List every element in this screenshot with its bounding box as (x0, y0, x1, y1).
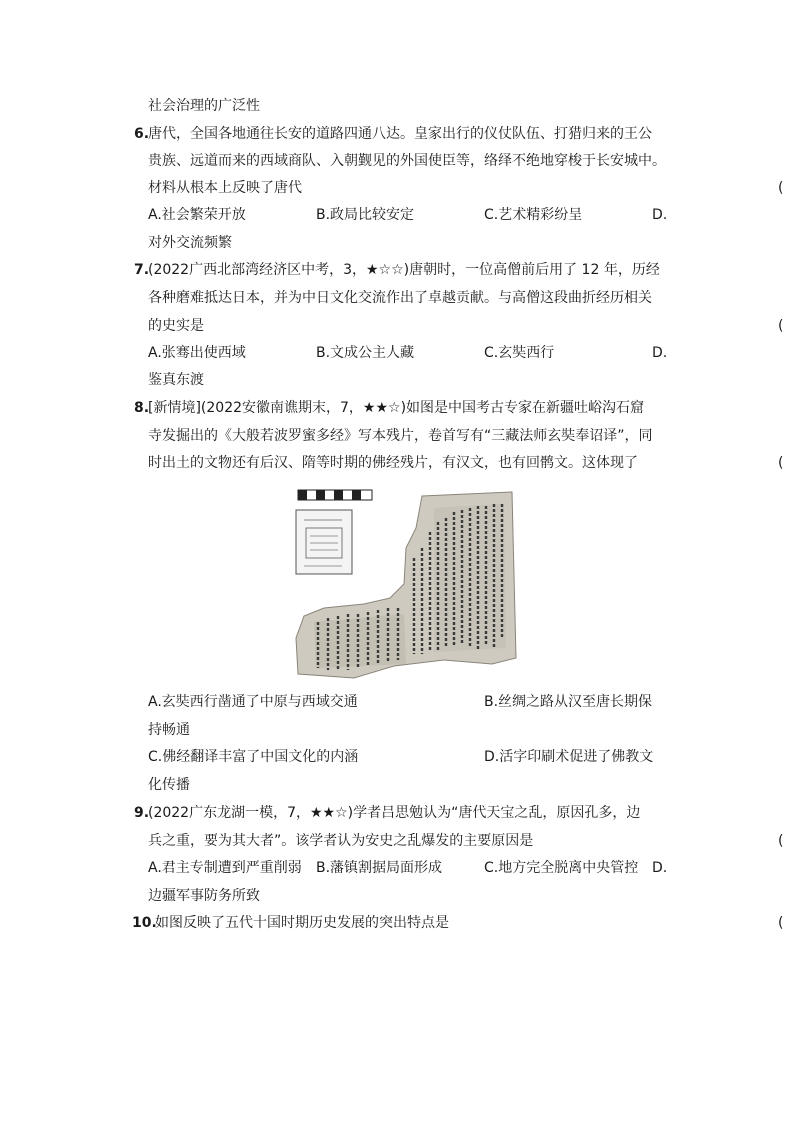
question-number: 8. (134, 400, 150, 416)
option-a: A.玄奘西行凿通了中原与西域交通 (148, 694, 358, 710)
answer-bracket: ( (778, 318, 784, 334)
option-a: A.张骞出使西域 (148, 345, 246, 361)
option-d-text: 边疆军事防务所致 (148, 888, 260, 904)
question-text: [新情境](2022安徽南谯期末，7，★★☆)如图是中国考古专家在新疆吐峪沟石窟 (148, 400, 645, 416)
option-b: B.丝绸之路从汉至唐长期保 (484, 694, 653, 710)
option-d-text: 鉴真东渡 (148, 372, 204, 388)
question-text: 如图反映了五代十国时期历史发展的突出特点是 (155, 915, 449, 931)
question-text: 兵之重，要为其大者”。该学者认为安史之乱爆发的主要原因是 (148, 833, 534, 849)
question-number: 10. (132, 915, 157, 931)
option-d: D. (652, 860, 668, 876)
question-text: 寺发掘出的《大般若波罗蜜多经》写本残片，卷首写有“三藏法师玄奘奉诏译”，同 (148, 428, 653, 444)
answer-bracket: ( (778, 455, 784, 471)
option-c: C.地方完全脱离中央管控 (484, 860, 639, 876)
previous-option-continuation: 社会治理的广泛性 (148, 98, 260, 114)
question-text: 贵族、远道而来的西域商队、入朝觐见的外国使臣等，络绎不绝地穿梭于长安城中。 (148, 153, 666, 169)
option-b: B.政局比较安定 (316, 207, 415, 223)
question-text: 唐代，全国各地通往长安的道路四通八达。皇家出行的仪仗队伍、打猎归来的王公 (148, 126, 652, 142)
question-text: 的史实是 (148, 318, 204, 334)
option-b: B.藩镇割据局面形成 (316, 860, 443, 876)
option-d: D. (652, 207, 668, 223)
question-text: 材料从根本上反映了唐代 (148, 180, 302, 196)
question-number: 6. (134, 126, 150, 142)
answer-bracket: ( (778, 180, 784, 196)
manuscript-fragment-photo (294, 488, 518, 680)
option-d-text: 化传播 (148, 777, 190, 793)
question-text: (2022广西北部湾经济区中考，3，★☆☆)唐朝时，一位高僧前后用了 12 年，历经 (148, 262, 660, 278)
question-text: 各种磨难抵达日本，并为中日文化交流作出了卓越贡献。与高僧这段曲折经历相关 (148, 290, 652, 306)
question-text: (2022广东龙湖一模，7，★★☆)学者吕思勉认为“唐代天宝之乱，原因孔多，边 (148, 805, 641, 821)
answer-bracket: ( (778, 833, 784, 849)
option-d: D.活字印刷术促进了佛教文 (484, 749, 654, 765)
option-d-text: 对外交流频繁 (148, 235, 232, 251)
option-c: C.艺术精彩纷呈 (484, 207, 583, 223)
question-number: 7. (134, 262, 150, 278)
option-a: A.君主专制遭到严重削弱 (148, 860, 302, 876)
option-d: D. (652, 345, 668, 361)
option-a: A.社会繁荣开放 (148, 207, 246, 223)
question-text: 时出土的文物还有后汉、隋等时期的佛经残片，有汉文，也有回鹘文。这体现了 (148, 455, 638, 471)
question-number: 9. (134, 805, 150, 821)
option-c: C.玄奘西行 (484, 345, 555, 361)
option-b: B.文成公主人藏 (316, 345, 415, 361)
option-c: C.佛经翻译丰富了中国文化的内涵 (148, 749, 359, 765)
answer-bracket: ( (778, 915, 784, 931)
option-b-text: 持畅通 (148, 722, 190, 738)
